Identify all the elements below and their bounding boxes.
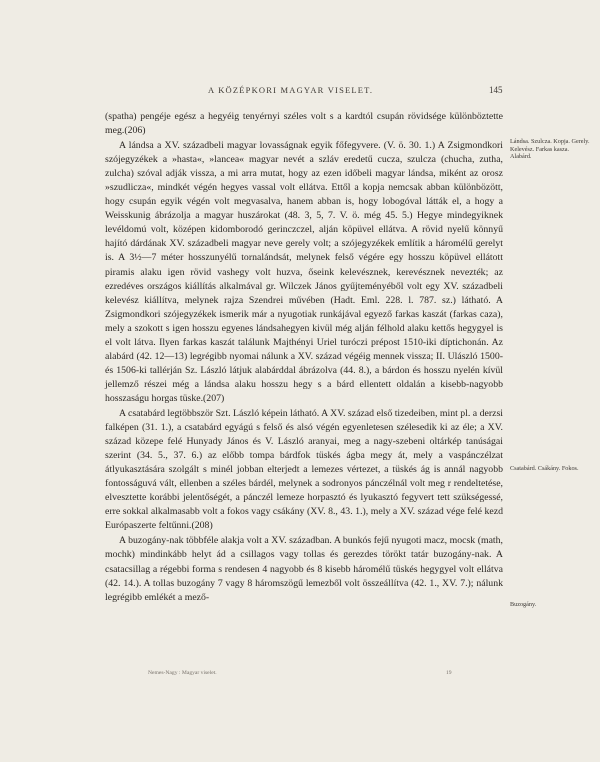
body-text: [105, 110, 503, 605]
margin-note-buzogany: Buzogány.: [510, 601, 537, 608]
margin-note-csatabard: Csatabárd. Csákány. Fokos.: [510, 465, 579, 472]
sheet-mark: 19: [446, 670, 452, 676]
paragraph-buzogany: A buzogány-nak többféle alakja volt a XV. században. A bunkós fejű nyugoti macz, mocsk (math, mochk) mindinkább helyt ád a csillagos vagy tollas és gerezdes törökt tatár buzogány-nak. A csatacsillag a régebbi forma s rendesen 4 nagyobb és 8 kisebb háromélű tüskés hegygyel volt ellátva (42. 14.). A tollas buzogány 7 vagy 8 háromszögű lemezből volt összeállítva (42. 1., XV. 7.); nálunk legrégibb emlékét a mező-: [105, 535, 503, 603]
page-footer: [0, 670, 600, 682]
paragraph-spatha: (spatha) pengéje egész a hegyéig tenyérnyi széles volt s a kardtól csupán rövidsége különböztette meg.(206): [105, 111, 503, 137]
margin-note-landsa: Lándsa. Szulcza. Kopja. Gerely. Kelevész. Farkas kasza. Alabárd.: [510, 138, 590, 161]
paragraph-csatabard: A csatabárd legtöbbször Szt. László képein látható. A XV. század első tizedeiben, mint pl. a derzsi falképen (31. 1.), a csatabárd egyágú s felső és alsó végén egyenletesen szélesedik ki az éle; a XV. század közepe felé Hunyady János és V. László aranyai, meg a nagy-szebeni oltárkép tanúságai szerint (34. 5., 37. 6.) az előbb tompa bárdfok tüskés ágba megy át, mely a vaspánczélzat átlyukasztására szolgált s minél jobban elterjedt a lemezes vértezet, a tüskés ág is annál nagyobb fontosságuvá vált, ellenben a széles bárdél, melynek a sodronyos pánczélnál volt meg r rendeltetése, elvesztette korábbi jelentőségét, a pánczél lemeze horpasztó és lyukasztó fegyvert tett szükségessé, erre sokkal alkalmasabb volt a fokos vagy csákány (XV. 8., 43. 1.), mely a XV. század vége felé kezd Európaszerte feltűnni.(208): [105, 407, 503, 532]
footer-signature: Nemes-Nagy : Magyar viselet.: [148, 670, 217, 676]
paragraph-landsa: A lándsa a XV. századbeli magyar lovasságnak egyik főfegyvere. (V. ö. 30. 1.) A Zsigmondkori szójegyzékek a »hasta«, »lancea« magyar nevét a szláv eredetű cucza, szulcza (chucha, zutha, zulcha) szóval adják vissza, a mi arra mutat, hogy az ezen időbeli magyar lándsa, miként az orosz »szudlicza«, mindkét végén hegyes vassal volt ellátva. Ettől a kopja nemcsak abban különbözött, hogy csupán egyik végén volt megvasalva, hanem abban is, hogy lobogóval látták el, a hogy a Weisskunig ábrázolja a magyar huszárokat (48. 3, 5, 7. V. ö. még 45. 5.) Hegye mindegyiknek levéldomú volt, középen kidomborodó gerinczczel, alján köpüvel ellátva. A rövid nyelű könnyű hajító dárdának XV. századbeli magyar neve gerely volt; a szójegyzékek említik a háromélű gerelyt is. A 3½—7 méter hosszunyélű tornalándsát, melynek felső végére egy hosszu köpüvel ellátott piramis alaku igen rövid vashegy volt huzva, őseink kelevésznek, kerevésznek nevezték; az ezredéves országos kiállítás alkalmával gr. Wilczek János gyűjteményéből volt egy XV. századbeli kelevész kiállítva, melynek rajza Szendrei művében (Hadt. Eml. 228. l. 787. sz.) látható. A Zsigmondkori szójegyzékek ismerik már a nyugotiak runkájával egyező farkas kaszát (farkas caza), mely a szokott s igen hosszu egyenes lándsahegyen kivül még alján félhold alaku kettős hegygyel is el volt látva. Ilyen farkas kaszát találunk Majthényi Uriel turóczi prépost 1510-iki díptichonán. Az alabárd (42. 12—13) legrégibb nyomai nálunk a XV. század végéig mennek vissza; II. Ulászló 1500- és 1506-ki tallérján Sz. László látjuk alabárddal ábrázolva (44. 8.), a bárdon és hosszu nyelén kívül jellemző részei még a lándsa alaku hosszu hegy s a bárd ellentett oldalán a kisebb-nagyobb hosszaságu horgas tüske.(207): [105, 140, 503, 404]
running-title: A KÖZÉPKORI MAGYAR VISELET.: [208, 85, 374, 95]
running-head: [0, 85, 600, 99]
page-number: 145: [489, 85, 503, 95]
